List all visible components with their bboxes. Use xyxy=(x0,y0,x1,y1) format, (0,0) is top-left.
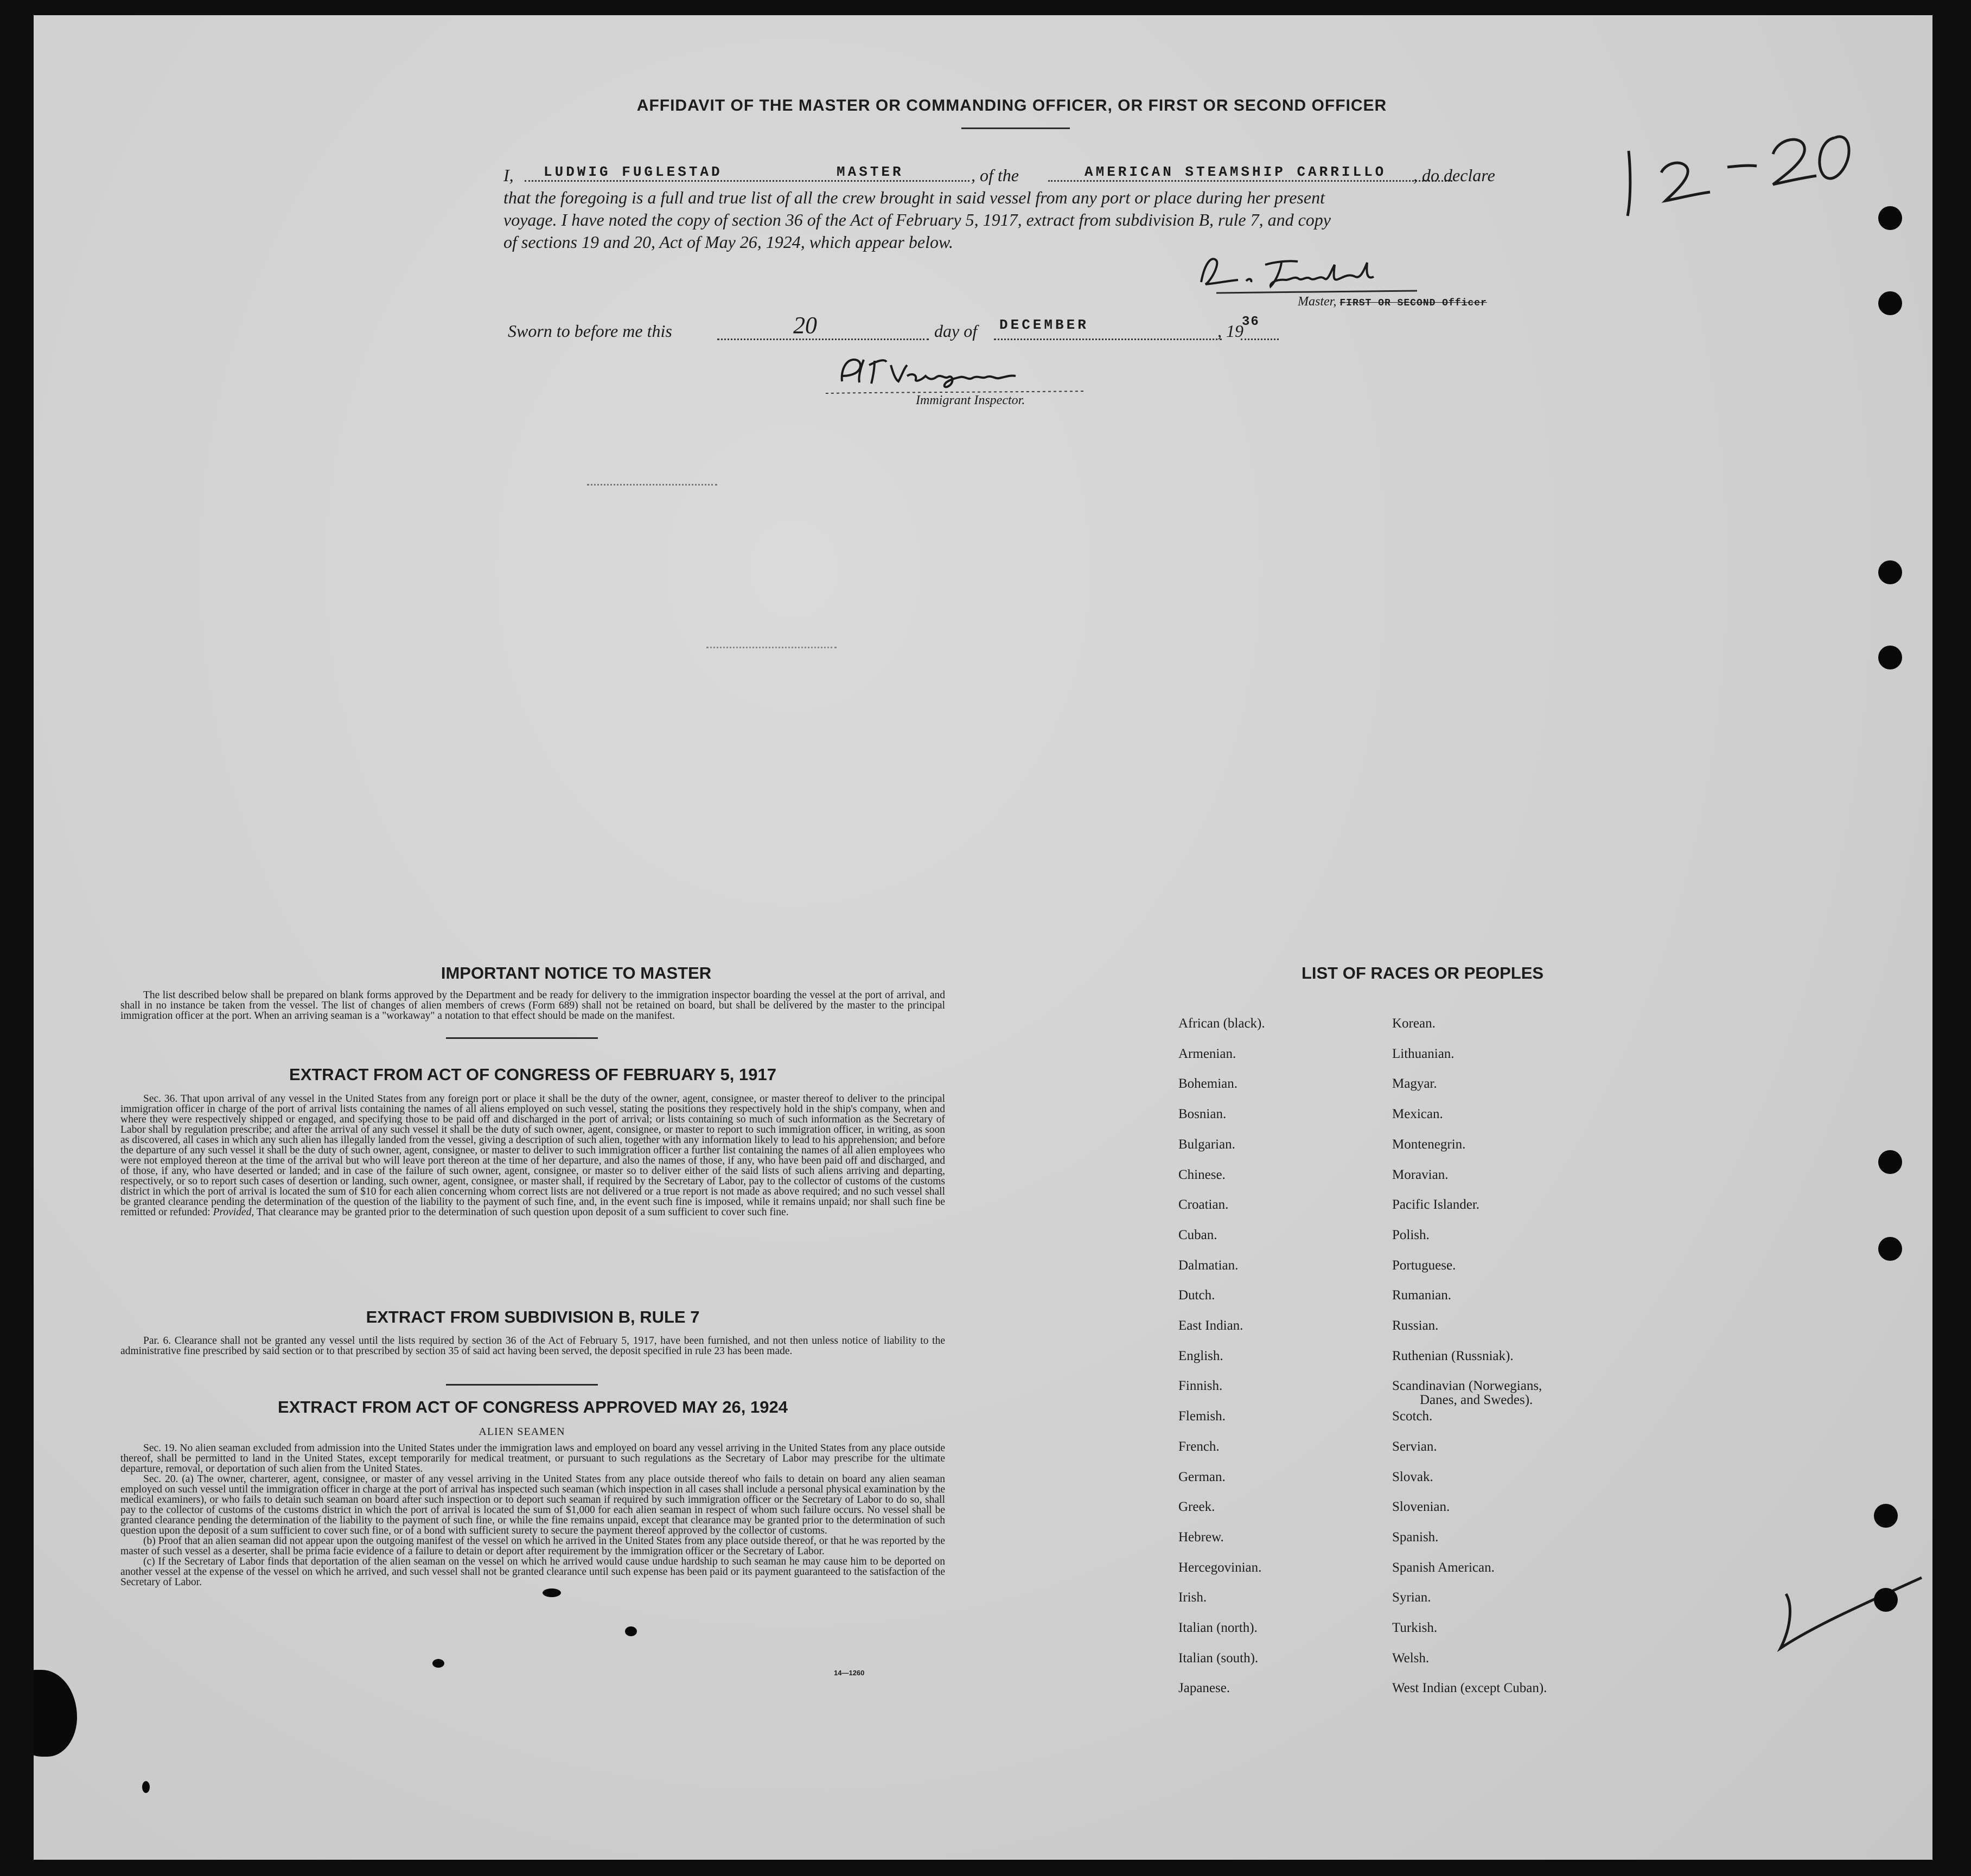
race-item: Bohemian. xyxy=(1178,1076,1238,1092)
stray-dots xyxy=(706,645,837,648)
sworn-year-suffix: 36 xyxy=(1242,315,1260,329)
check-mark xyxy=(1743,1556,1927,1667)
binder-hole xyxy=(1878,646,1902,669)
race-item: Syrian. xyxy=(1392,1590,1431,1605)
declaration-do-declare: , do declare xyxy=(1413,165,1495,185)
race-item: German. xyxy=(1178,1469,1226,1484)
ink-blot xyxy=(34,1670,77,1757)
ink-blot xyxy=(543,1588,561,1597)
stray-dots xyxy=(587,482,717,486)
extract-1924-subtitle: ALIEN SEAMEN xyxy=(479,1426,565,1438)
race-item: Servian. xyxy=(1392,1439,1437,1454)
declaration-line-4: of sections 19 and 20, Act of May 26, 1924, which appear below. xyxy=(503,232,953,252)
master-rank: MASTER xyxy=(837,164,904,180)
race-item: Dutch. xyxy=(1178,1288,1215,1303)
extract-1917-proviso-text: That clearance may be granted prior to the determination of such question upon deposit of a sum sufficient to cover such fine. xyxy=(256,1207,789,1218)
race-item: East Indian. xyxy=(1178,1318,1243,1333)
binder-hole xyxy=(1878,206,1902,230)
name-field-line xyxy=(525,180,969,182)
rule7-title: EXTRACT FROM SUBDIVISION B, RULE 7 xyxy=(366,1307,700,1326)
race-item: Croatian. xyxy=(1178,1197,1229,1213)
sworn-day: 20 xyxy=(793,312,817,339)
affidavit-title: AFFIDAVIT OF THE MASTER OR COMMANDING OFFICER, OR FIRST OR SECOND OFFICER xyxy=(636,97,1387,114)
race-item: Spanish. xyxy=(1392,1529,1439,1545)
extract-1917-body: Sec. 36. That upon arrival of any vessel in the United States from any foreign port or place it shall be the duty of the owner, agent, consignee, or master thereof to deliver to the principal immigration officer in charge of the port of arrival lists containing the names of all aliens employed on such vessel, stating the positions they respectively hold in the ship's company, when and where they were respectively shipped or engaged, and specifying those to be paid off and discharged in the port of arrival; or lists containing so much of such information as the Secretary of Labor shall by regulation prescribe; and after the arrival of any such vessel it shall be the duty of such owner, agent, consignee, or master to report to such immigration officer, in writing, as soon as discovered, all cases in which any such alien has illegally landed from the vessel, giving a description of such alien, together with any information likely to lead to his apprehension; and before the departure of any such vessel it shall be the duty of such owner, agent, consignee, or master to deliver to such immigration officer a further list containing the names of all alien employees who were not employed thereon at the time of the arrival but who will leave port thereon at the time of her departure, and also the names of those, if any, who have been paid off and discharged, and of those, if any, who have deserted or landed; and in case of the failure of such owner, agent, consignee, or master so to deliver either of the said lists of such aliens arriving and departing, respectively, or so to report such cases of desertion or landing, such owner, agent, consignee, or master shall, if required by the Secretary of Labor, pay to the collector of customs of the customs district in which the port of arrival is located the sum of $10 for each alien concerning whom correct lists are not delivered or a true report is not made as above required; and no such vessel shall be granted clearance pending the determination of the question of the liability to the payment of such fine, and, in the event such fine is imposed, while it remains unpaid; nor shall such fine be remitted or refunded: xyxy=(120,1093,945,1218)
race-item: Lithuanian. xyxy=(1392,1046,1455,1061)
race-item: Spanish American. xyxy=(1392,1560,1495,1575)
rule7-rule xyxy=(446,1384,598,1386)
extract-1917-title: EXTRACT FROM ACT OF CONGRESS OF FEBRUARY 5, 1917 xyxy=(289,1065,776,1084)
race-item: Flemish. xyxy=(1178,1409,1226,1424)
binder-hole xyxy=(1878,291,1902,315)
race-item: African (black). xyxy=(1178,1016,1265,1031)
signature-caption-struck: FIRST OR SECOND Officer xyxy=(1339,298,1487,309)
race-item: Italian (south). xyxy=(1178,1650,1259,1666)
extract-1924-sec20b: (b) Proof that an alien seaman did not appear upon the outgoing manifest of the vessel on which he arrived in the United States from any place outside thereof, or that he was reported by the master of such vessel as a deserter, shall be prima facie evidence of a failure to detain or deport after requirement by the immigration officer or the Secretary of Labor. xyxy=(120,1535,945,1557)
signature-caption xyxy=(1298,291,1487,315)
declaration-i: I, xyxy=(503,165,514,185)
extract-1924-sec20c: (c) If the Secretary of Labor finds that deportation of the alien seaman on the vessel on which he arrived would cause undue hardship to such seaman he may cause him to be deported on another vessel at the expense of the vessel on which he arrived, and such vessel shall not be granted clearance until such expense has been paid or its payment guaranteed to the satisfaction of the Secretary of Labor. xyxy=(120,1556,945,1588)
race-item: Turkish. xyxy=(1392,1620,1438,1635)
race-item: Dalmatian. xyxy=(1178,1258,1239,1273)
race-item: Moravian. xyxy=(1392,1167,1449,1182)
sworn-year-prefix: , 19 xyxy=(1217,321,1243,341)
race-item: Japanese. xyxy=(1178,1681,1230,1696)
ink-blot xyxy=(142,1781,150,1793)
sworn-year-line xyxy=(1241,339,1279,340)
extract-1924-sec19: Sec. 19. No alien seaman excluded from admission into the United States under the immigration laws and employed on board any vessel arriving in the United States from any place outside thereof, shall be permitted to land in the United States, except temporarily for medical treatment, or pursuant to such regulations as the Secretary of Labor may prescribe for the ultimate departure, removal, or deportation of such alien from the United States. xyxy=(120,1443,945,1475)
inspector-caption: Immigrant Inspector. xyxy=(916,393,1025,407)
sworn-day-of: day of xyxy=(934,321,978,341)
declaration-of-the: , of the xyxy=(971,165,1019,185)
race-item: Bosnian. xyxy=(1178,1107,1227,1122)
binder-hole xyxy=(1878,1150,1902,1174)
vessel-name: AMERICAN STEAMSHIP CARRILLO xyxy=(1085,164,1387,180)
binder-hole xyxy=(1878,560,1902,584)
race-item: Danes, and Swedes). xyxy=(1420,1393,1533,1408)
notice-paragraph: The list described below shall be prepared on blank forms approved by the Department and be ready for delivery to the immigration inspector boarding the vessel at the port of arrival, and shall in no instance be taken from the vessel. The list of changes of alien members of crews (Form 689) shall not be retained on board, but shall be delivered by the master to the principal immigration officer at the port. When an arriving seaman is a "workaway" a notation to that effect should be made on the manifest. xyxy=(120,990,945,1022)
margin-note xyxy=(1585,107,1889,246)
sworn-month: DECEMBER xyxy=(999,317,1089,333)
declaration-line-3: voyage. I have noted the copy of section 36 of the Act of February 5, 1917, extract from subdivision B, rule 7, and copy xyxy=(503,210,1331,229)
extract-1924-title: EXTRACT FROM ACT OF CONGRESS APPROVED MAY 26, 1924 xyxy=(278,1398,788,1416)
race-item: Ruthenian (Russniak). xyxy=(1392,1348,1514,1363)
races-title: LIST OF RACES OR PEOPLES xyxy=(1301,963,1544,982)
notice-rule xyxy=(446,1037,598,1039)
race-item: Slovak. xyxy=(1392,1469,1433,1484)
notice-text xyxy=(120,990,945,1021)
race-item: Greek. xyxy=(1178,1499,1215,1515)
extract-1917-proviso-label: Provided, xyxy=(213,1207,254,1218)
binder-hole xyxy=(1874,1588,1898,1612)
vessel-field-line xyxy=(1048,180,1452,182)
race-item: Welsh. xyxy=(1392,1650,1430,1666)
race-item: French. xyxy=(1178,1439,1220,1454)
sworn-label: Sworn to before me this xyxy=(508,321,672,341)
extract-1924-sec20a: Sec. 20. (a) The owner, charterer, agent, consignee, or master of any vessel arriving in the United States from any place outside thereof who fails to detain on board any alien seaman employed on such vessel until the immigration officer in charge at the port of arrival has inspected such seaman (which inspection in all cases shall include a personal physical examination by the medical examiners), or who fails to detain such seaman on board after such inspection or to deport such seaman if required by such immigration officer or the Secretary of Labor to do so, shall pay to the collector of customs of the customs district in which the port of arrival is located the sum of $1,000 for each alien seaman in respect of whom such failure occurs. No vessel shall be granted clearance pending the determination of the liability to the payment of such fine, or while the fine remains unpaid, except that clearance may be granted prior to the determination of such question upon the deposit of a sum sufficient to cover such fine, or of a bond with sufficient surety to secure the payment thereof approved by the collector of customs. xyxy=(120,1473,945,1536)
race-item: Finnish. xyxy=(1178,1379,1223,1394)
race-item: Irish. xyxy=(1178,1590,1207,1605)
race-item: Bulgarian. xyxy=(1178,1137,1235,1152)
binder-hole xyxy=(1874,1504,1898,1528)
master-name: LUDWIG FUGLESTAD xyxy=(544,164,723,180)
race-item: Italian (north). xyxy=(1178,1620,1258,1635)
declaration-line-2: that the foregoing is a full and true list of all the crew brought in said vessel from any port or place during her present xyxy=(503,188,1325,207)
binder-hole xyxy=(1878,1237,1902,1261)
race-item: Russian. xyxy=(1392,1318,1439,1333)
form-number: 14—1260 xyxy=(834,1669,865,1677)
race-item: Scotch. xyxy=(1392,1409,1433,1424)
extract-1924-text xyxy=(120,1443,945,1587)
race-item: Portuguese. xyxy=(1392,1258,1456,1273)
race-item: Korean. xyxy=(1392,1016,1436,1031)
affidavit-title-rule xyxy=(961,127,1070,129)
race-item: Scandinavian (Norwegians, xyxy=(1392,1379,1542,1394)
extract-1917-text xyxy=(120,1094,945,1217)
race-item: Montenegrin. xyxy=(1392,1137,1466,1152)
race-item: West Indian (except Cuban). xyxy=(1392,1681,1547,1696)
ink-blot xyxy=(432,1659,444,1668)
declaration-line-1 xyxy=(503,164,514,187)
extract-1917-paragraph xyxy=(120,1094,945,1217)
race-item: Hercegovinian. xyxy=(1178,1560,1262,1575)
signature-caption-master: Master, xyxy=(1298,295,1337,309)
sworn-month-line xyxy=(994,339,1222,340)
document-page xyxy=(34,15,1932,1860)
race-item: Magyar. xyxy=(1392,1076,1437,1092)
race-item: Rumanian. xyxy=(1392,1288,1452,1303)
race-item: Polish. xyxy=(1392,1227,1430,1242)
rule7-paragraph: Par. 6. Clearance shall not be granted any vessel until the lists required by section 36 of the Act of February 5, 1917, have been furnished, and not then unless notice of liability to the administrative fine prescribed by said section or to that prescribed by section 35 of said act having been served, the deposit specified in rule 23 has been made. xyxy=(120,1335,945,1357)
race-item: English. xyxy=(1178,1348,1223,1363)
race-item: Cuban. xyxy=(1178,1227,1217,1242)
race-item: Chinese. xyxy=(1178,1167,1226,1182)
notice-title: IMPORTANT NOTICE TO MASTER xyxy=(441,963,712,982)
race-item: Pacific Islander. xyxy=(1392,1197,1480,1213)
race-item: Hebrew. xyxy=(1178,1529,1224,1545)
ink-blot xyxy=(625,1626,637,1636)
sworn-day-line xyxy=(717,339,929,340)
rule7-text xyxy=(120,1336,945,1356)
race-item: Armenian. xyxy=(1178,1046,1236,1061)
race-item: Slovenian. xyxy=(1392,1499,1450,1515)
race-item: Mexican. xyxy=(1392,1107,1443,1122)
